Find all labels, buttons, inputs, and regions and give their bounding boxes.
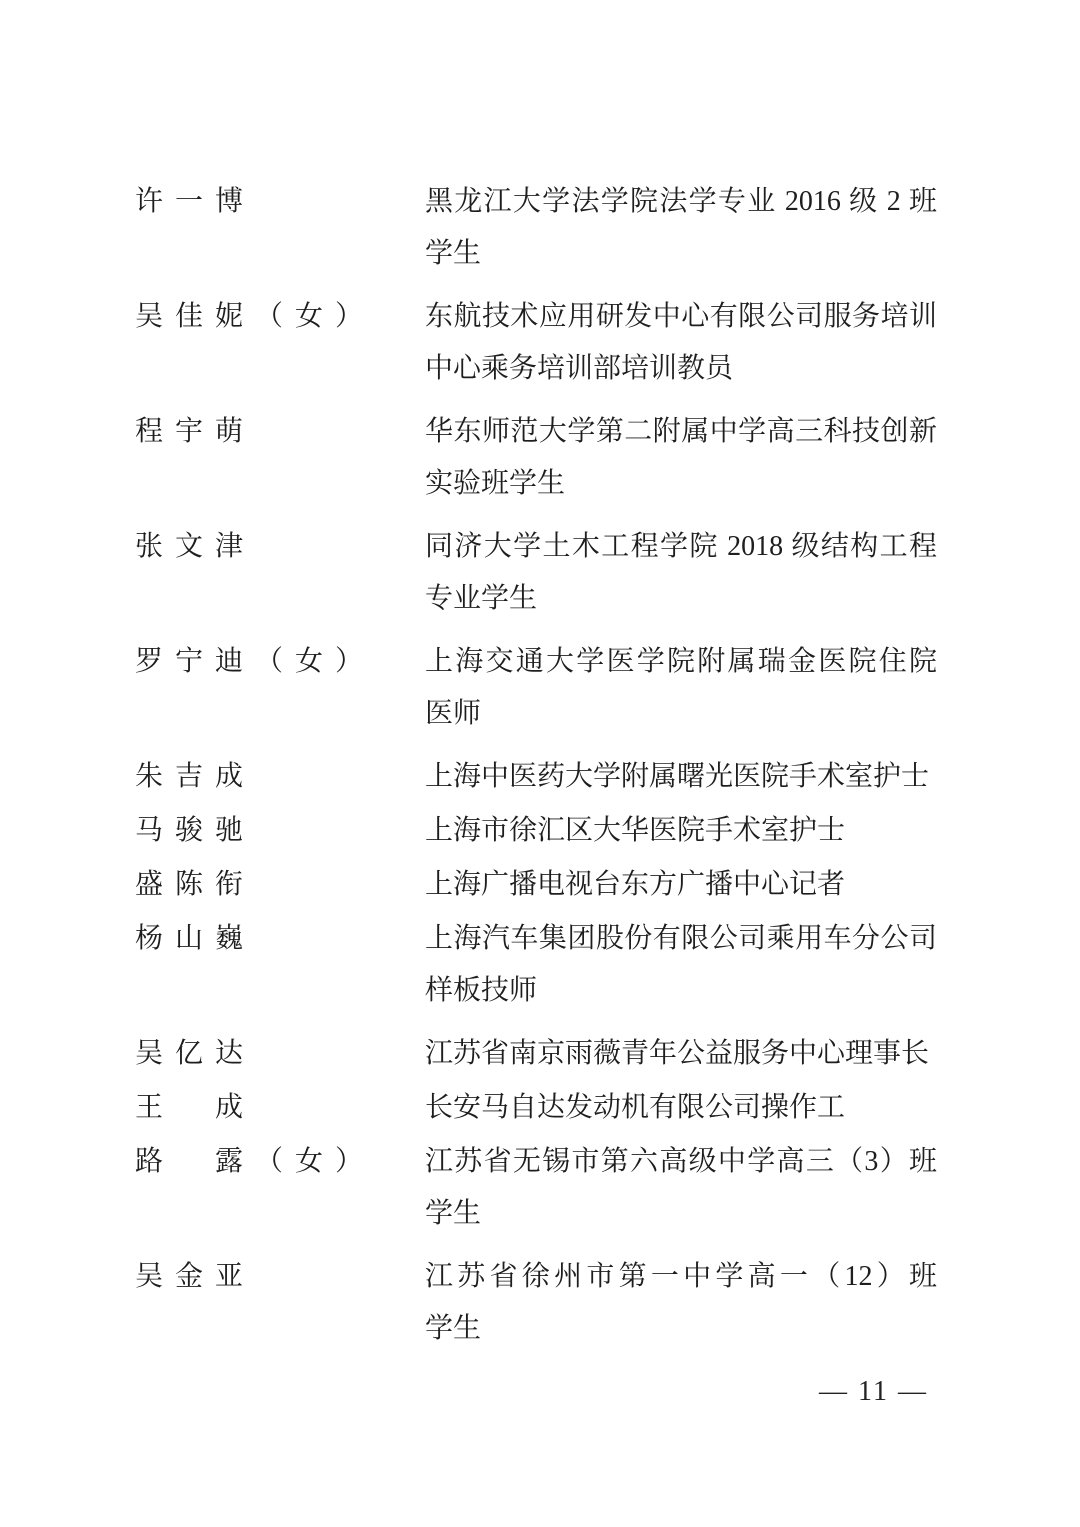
- person-description-line: 上海市徐汇区大华医院手术室护士: [425, 815, 846, 846]
- person-description-line: 样板技师: [425, 975, 538, 1006]
- person-description: [425, 176, 937, 280]
- person-description-line: 江苏省南京雨薇青年公益服务中心理事长: [425, 1038, 930, 1069]
- person-description-line: 华东师范大学第二附属中学高三科技创新: [425, 416, 937, 447]
- person-description-line: 江苏省徐州市第一中学高一（12）班: [425, 1261, 937, 1292]
- person-name: 吴亿达: [135, 1038, 256, 1069]
- person-name: 罗宁迪（女）: [135, 646, 376, 677]
- person-description: [425, 1136, 937, 1240]
- person-name: 盛陈衔: [135, 869, 256, 900]
- person-description-line: 黑龙江大学法学院法学专业 2016 级 2 班: [425, 186, 937, 217]
- person-description: [425, 805, 937, 857]
- list-entry: [135, 805, 1080, 857]
- list-entry: [135, 1251, 1080, 1355]
- person-description-line: 实验班学生: [425, 468, 566, 499]
- person-description: [425, 406, 937, 510]
- list-entry: [135, 636, 1080, 740]
- person-description: [425, 751, 937, 803]
- person-description-line: 上海交通大学医学院附属瑞金医院住院: [425, 646, 937, 677]
- person-description: [425, 859, 937, 911]
- person-name: 马骏驰: [135, 815, 256, 846]
- list-entry: [135, 913, 1080, 1017]
- person-name: 路 露（女）: [135, 1146, 376, 1177]
- person-name: 王 成: [135, 1092, 256, 1123]
- person-description-line: 专业学生: [425, 583, 538, 614]
- person-description: [425, 521, 937, 625]
- person-description: [425, 1028, 937, 1080]
- person-description: [425, 913, 937, 1017]
- person-name: 朱吉成: [135, 761, 256, 792]
- person-description-line: 学生: [425, 1313, 482, 1344]
- person-description: [425, 291, 937, 395]
- page-number: — 11 —: [819, 1376, 928, 1407]
- person-description-line: 长安马自达发动机有限公司操作工: [425, 1092, 846, 1123]
- person-description-line: 学生: [425, 1198, 482, 1229]
- list-entry: [135, 1136, 1080, 1240]
- person-name: 许一博: [135, 186, 256, 217]
- person-description: [425, 1082, 937, 1134]
- person-name: 张文津: [135, 531, 256, 562]
- person-description: [425, 1251, 937, 1355]
- list-entry: [135, 291, 1080, 395]
- list-entry: [135, 1082, 1080, 1134]
- list-entry: [135, 521, 1080, 625]
- person-name: 吴金亚: [135, 1261, 256, 1292]
- person-description-line: 上海广播电视台东方广播中心记者: [425, 869, 846, 900]
- person-description-line: 上海汽车集团股份有限公司乘用车分公司: [425, 923, 937, 954]
- list-entry: [135, 406, 1080, 510]
- person-name: 杨山巍: [135, 923, 256, 954]
- person-description-line: 中心乘务培训部培训教员: [425, 353, 734, 384]
- person-name: 吴佳妮（女）: [135, 301, 376, 332]
- list-entry: [135, 176, 1080, 280]
- person-description-line: 上海中医药大学附属曙光医院手术室护士: [425, 761, 930, 792]
- person-description-line: 东航技术应用研发中心有限公司服务培训: [425, 301, 937, 332]
- list-entry: [135, 1028, 1080, 1080]
- person-description-line: 医师: [425, 698, 482, 729]
- list-entry: [135, 751, 1080, 803]
- person-description-line: 江苏省无锡市第六高级中学高三（3）班: [425, 1146, 937, 1177]
- list-entry: [135, 859, 1080, 911]
- person-description-line: 学生: [425, 238, 482, 269]
- person-name: 程宇萌: [135, 416, 256, 447]
- person-description: [425, 636, 937, 740]
- person-description-line: 同济大学土木工程学院 2018 级结构工程: [425, 531, 937, 562]
